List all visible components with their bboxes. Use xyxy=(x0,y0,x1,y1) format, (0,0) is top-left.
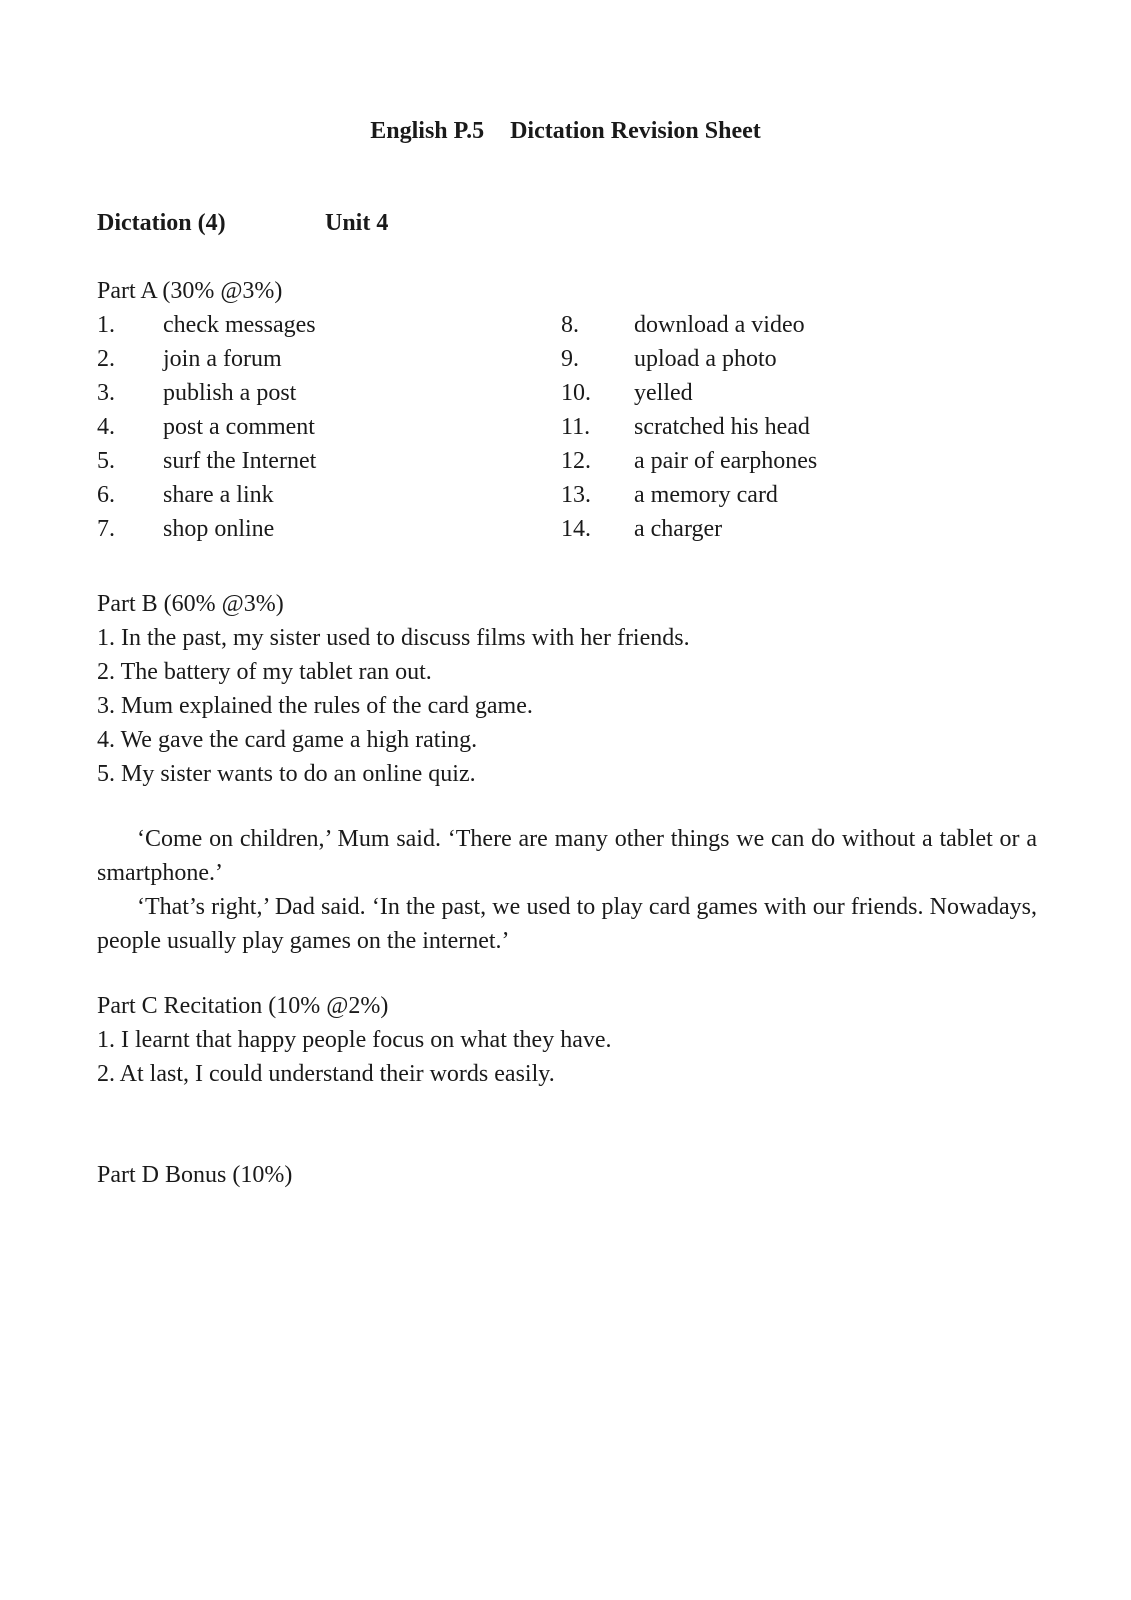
list-item xyxy=(97,444,517,478)
item-number: 7. xyxy=(97,516,115,542)
sentence: 1. In the past, my sister used to discuss films with her friends. xyxy=(97,625,690,651)
item-text: post a comment xyxy=(163,414,315,440)
list-item xyxy=(561,478,981,512)
list-item xyxy=(561,342,981,376)
item-text: shop online xyxy=(163,516,275,542)
item-number: 12. xyxy=(561,448,591,474)
unit-label: Unit 4 xyxy=(325,210,389,236)
item-number: 4. xyxy=(97,414,115,440)
item-number: 3. xyxy=(97,380,115,406)
item-text: a charger xyxy=(634,516,723,542)
item-number: 11. xyxy=(561,414,591,440)
passage-paragraph: ‘That’s right,’ Dad said. ‘In the past, we used to play card games with our friends. Nowadays, people usually play games on the internet.’ xyxy=(97,894,1037,954)
list-item xyxy=(561,410,981,444)
part-d-heading: Part D Bonus (10%) xyxy=(97,1162,293,1188)
item-text: upload a photo xyxy=(634,346,777,372)
page-title xyxy=(0,118,1131,145)
item-text: check messages xyxy=(163,312,316,338)
item-number: 9. xyxy=(561,346,579,372)
list-item xyxy=(97,478,517,512)
sentence: 1. I learnt that happy people focus on what they have. xyxy=(97,1027,612,1053)
part-c-heading: Part C Recitation (10% @2%) xyxy=(97,993,389,1019)
list-item xyxy=(97,376,517,410)
item-text: publish a post xyxy=(163,380,297,406)
item-text: a pair of earphones xyxy=(634,448,818,474)
item-number: 2. xyxy=(97,346,115,372)
item-number: 5. xyxy=(97,448,115,474)
item-text: surf the Internet xyxy=(163,448,317,474)
title-sheet-name: Dictation Revision Sheet xyxy=(510,118,761,144)
item-number: 6. xyxy=(97,482,115,508)
item-number: 8. xyxy=(561,312,579,338)
list-item xyxy=(97,512,517,546)
item-text: a memory card xyxy=(634,482,778,508)
part-c-sentences xyxy=(97,1023,612,1091)
part-b-sentences xyxy=(97,621,690,791)
list-item xyxy=(97,308,517,342)
item-number: 1. xyxy=(97,312,115,338)
sentence: 5. My sister wants to do an online quiz. xyxy=(97,761,476,787)
list-item xyxy=(561,376,981,410)
sentence: 2. The battery of my tablet ran out. xyxy=(97,659,432,685)
list-item xyxy=(97,342,517,376)
item-text: download a video xyxy=(634,312,805,338)
list-item xyxy=(97,410,517,444)
list-item xyxy=(561,444,981,478)
part-a-right-list xyxy=(561,308,981,546)
part-a-left-list xyxy=(97,308,517,546)
item-number: 10. xyxy=(561,380,591,406)
item-text: scratched his head xyxy=(634,414,810,440)
part-b-heading: Part B (60% @3%) xyxy=(97,591,284,617)
item-text: join a forum xyxy=(163,346,282,372)
sentence: 3. Mum explained the rules of the card game. xyxy=(97,693,533,719)
sentence: 2. At last, I could understand their words easily. xyxy=(97,1061,555,1087)
sentence: 4. We gave the card game a high rating. xyxy=(97,727,478,753)
item-number: 14. xyxy=(561,516,591,542)
dictation-label: Dictation (4) xyxy=(97,210,226,236)
list-item xyxy=(561,308,981,342)
title-subject: English P.5 xyxy=(370,118,485,144)
item-number: 13. xyxy=(561,482,591,508)
item-text: share a link xyxy=(163,482,274,508)
list-item xyxy=(561,512,981,546)
item-text: yelled xyxy=(634,380,693,406)
passage-paragraph: ‘Come on children,’ Mum said. ‘There are many other things we can do without a tablet or a smartphone.’ xyxy=(97,826,1037,886)
part-a-heading: Part A (30% @3%) xyxy=(97,278,283,304)
